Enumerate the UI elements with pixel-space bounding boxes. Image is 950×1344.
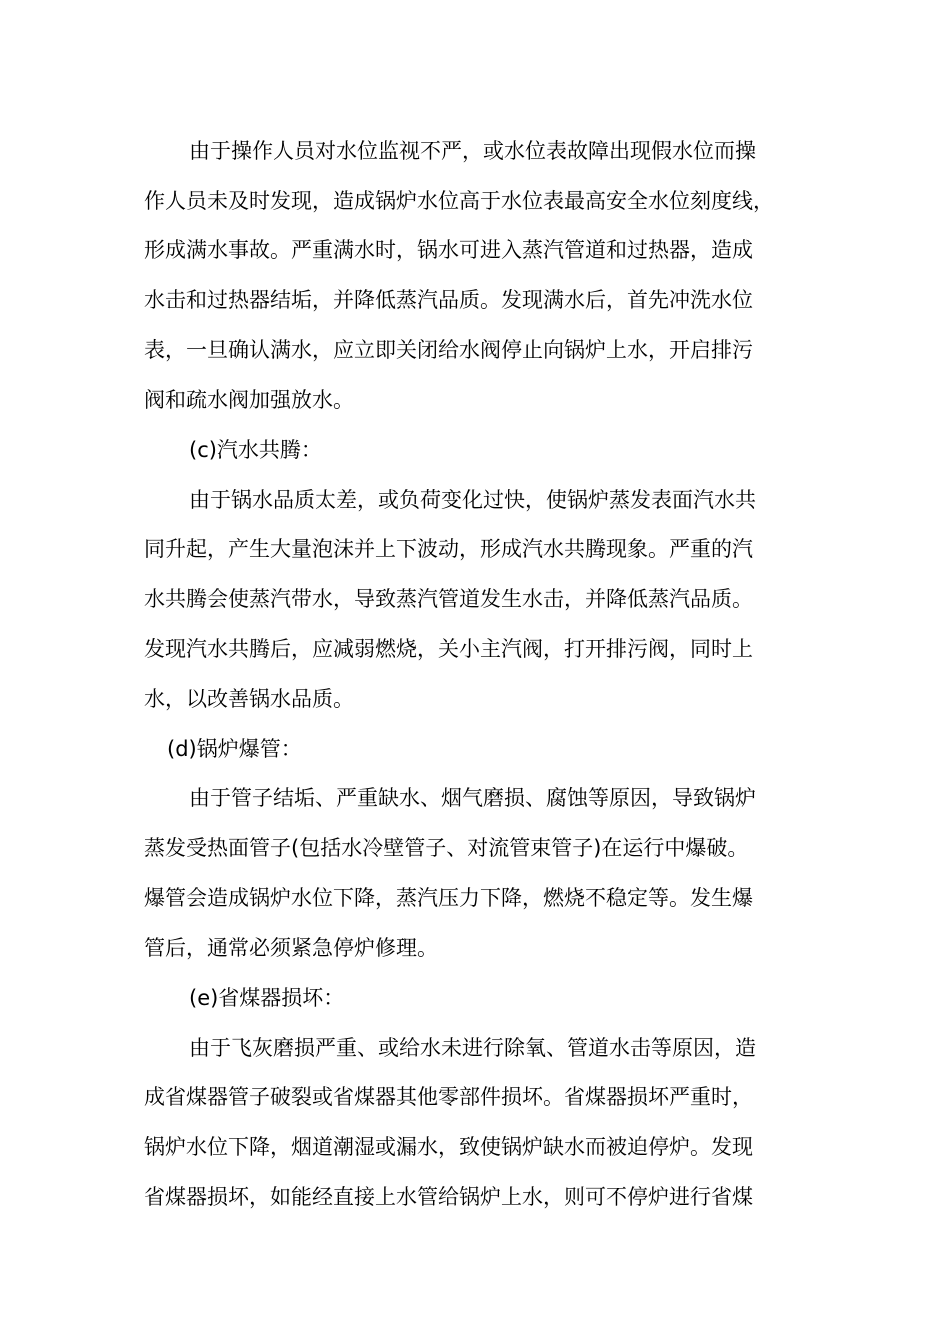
paragraph-line: 管后，通常必须紧急停炉修理。 bbox=[144, 936, 438, 960]
section-heading: (d)锅炉爆管： bbox=[167, 737, 302, 761]
paragraph-line: 成省煤器管子破裂或省煤器其他零部件损坏。省煤器损坏严重时， bbox=[144, 1085, 753, 1109]
paragraph-line: 由于锅水品质太差，或负荷变化过快，使锅炉蒸发表面汽水共 bbox=[189, 488, 756, 512]
paragraph-line: 爆管会造成锅炉水位下降，蒸汽压力下降，燃烧不稳定等。发生爆 bbox=[144, 886, 753, 910]
paragraph-line: 作人员未及时发现，造成锅炉水位高于水位表最高安全水位刻度线， bbox=[144, 189, 774, 213]
section-heading: (c)汽水共腾： bbox=[189, 438, 322, 462]
paragraph-line: 由于飞灰磨损严重、或给水未进行除氧、管道水击等原因，造 bbox=[189, 1036, 756, 1060]
paragraph-line: 省煤器损坏，如能经直接上水管给锅炉上水，则可不停炉进行省煤 bbox=[144, 1185, 753, 1209]
paragraph-line: 水共腾会使蒸汽带水，导致蒸汽管道发生水击，并降低蒸汽品质。 bbox=[144, 587, 753, 611]
paragraph-line: 由于管子结垢、严重缺水、烟气磨损、腐蚀等原因，导致锅炉 bbox=[189, 786, 756, 810]
paragraph-line: 蒸发受热面管子(包括水冷壁管子、对流管束管子)在运行中爆破。 bbox=[144, 836, 749, 860]
paragraph-line: 表，一旦确认满水，应立即关闭给水阀停止向锅炉上水，开启排污 bbox=[144, 338, 753, 362]
section-heading: (e)省煤器损坏： bbox=[189, 986, 345, 1010]
paragraph-line: 阀和疏水阀加强放水。 bbox=[144, 388, 354, 412]
paragraph-line: 同升起，产生大量泡沫并上下波动，形成汽水共腾现象。严重的汽 bbox=[144, 537, 753, 561]
paragraph-line: 发现汽水共腾后，应减弱燃烧，关小主汽阀，打开排污阀，同时上 bbox=[144, 637, 753, 661]
paragraph-line: 锅炉水位下降，烟道潮湿或漏水，致使锅炉缺水而被迫停炉。发现 bbox=[144, 1135, 753, 1159]
paragraph-line: 由于操作人员对水位监视不严，或水位表故障出现假水位而操 bbox=[189, 139, 756, 163]
paragraph-line: 水，以改善锅水品质。 bbox=[144, 687, 354, 711]
paragraph-line: 水击和过热器结垢，并降低蒸汽品质。发现满水后，首先冲洗水位 bbox=[144, 288, 753, 312]
paragraph-line: 形成满水事故。严重满水时，锅水可进入蒸汽管道和过热器，造成 bbox=[144, 238, 753, 262]
